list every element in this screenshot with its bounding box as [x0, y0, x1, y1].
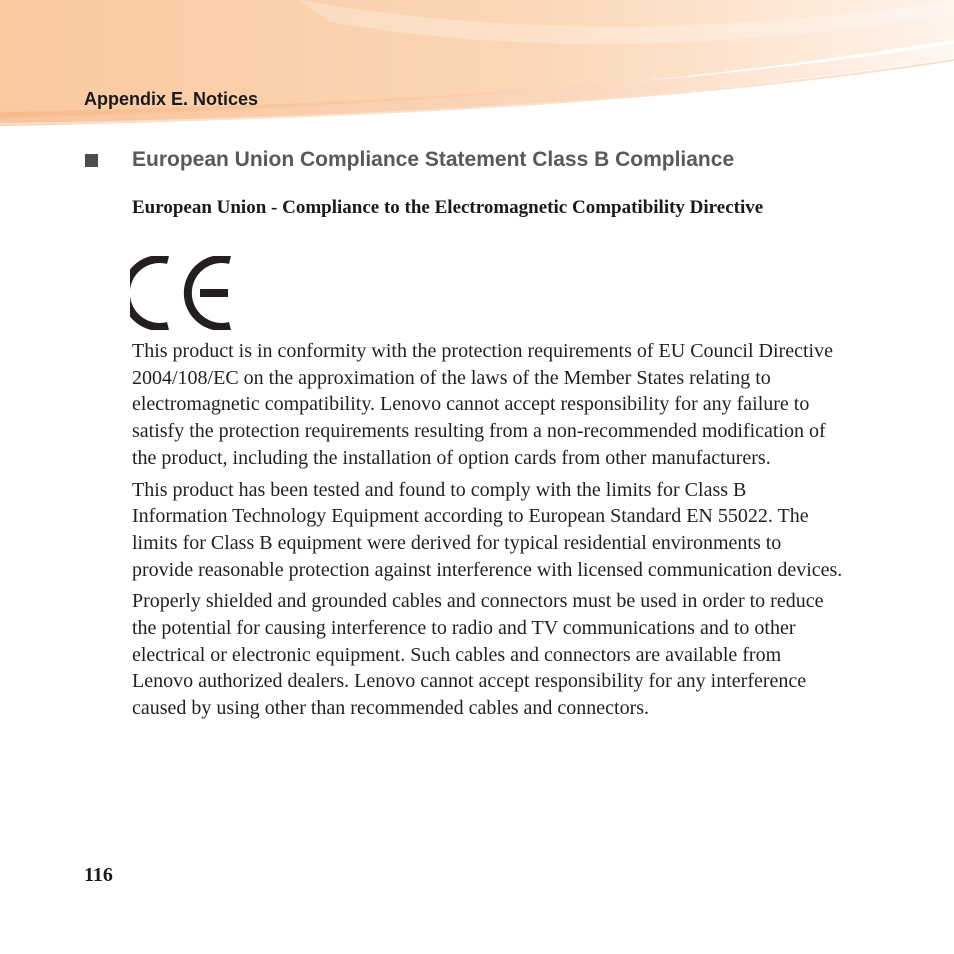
header-wave-decoration: [0, 0, 954, 135]
heading-row: [85, 148, 734, 172]
page-number: 116: [84, 864, 113, 886]
square-bullet-icon: [85, 154, 98, 167]
paragraph: Properly shielded and grounded cables and connectors must be used in order to reduce the potential for causing interference to radio and TV communications and to other electrical or electronic equipment. Such cables and connectors are available from Lenovo authorized dealers. Lenovo cannot accept responsibility for any interference caused by using other than recommended cables and connectors.: [132, 590, 824, 720]
section-label: Appendix E. Notices: [84, 89, 259, 109]
section-heading: European Union Compliance Statement Class B Compliance: [132, 148, 735, 171]
header-band: [0, 0, 954, 135]
subheading: European Union - Compliance to the Electromagnetic Compatibility Directive: [132, 197, 764, 218]
paragraph: This product has been tested and found to comply with the limits for Class B Information Technology Equipment according to European Standard EN 55022. The limits for Class B equipment were derived for typical residential environments to provide reasonable protection against interference with licensed communication devices.: [132, 478, 843, 581]
ce-mark-icon: [130, 256, 234, 330]
body-text: [132, 338, 844, 727]
paragraph: This product is in conformity with the protection requirements of EU Council Directive 2004/108/EC on the approximation of the laws of the Member States relating to electromagnetic compatibility. Lenovo cannot accept responsibility for any failure to satisfy the protection requirements resulting from a non-recommended modification of the product, including the installation of option cards from other manufacturers.: [132, 340, 833, 469]
